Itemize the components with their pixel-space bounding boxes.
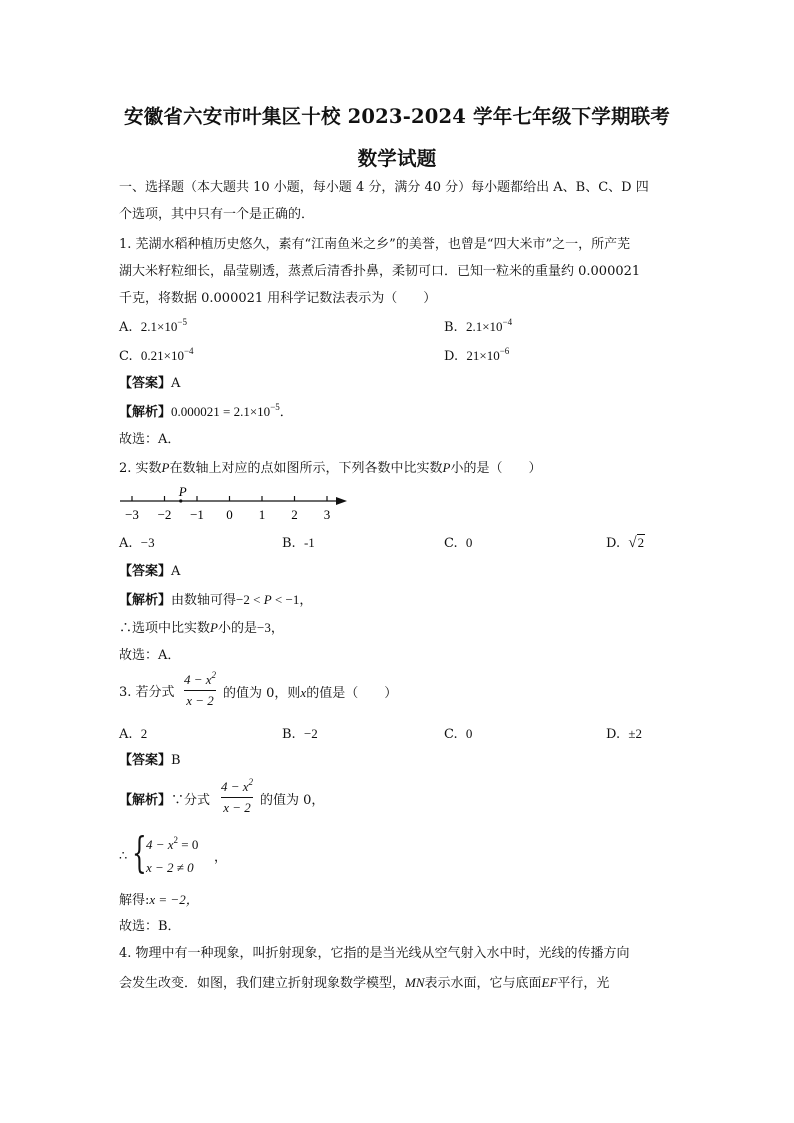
q3-stem-pre: 3. 若分式 [119,685,175,700]
option-exponent: −4 [502,317,513,327]
option-exponent: −5 [177,317,187,327]
number-line-figure [110,484,360,524]
fraction-bar [184,690,216,691]
fraction-numerator: $4 - x^2$ [184,670,217,687]
analysis-text: ∵分式 [171,793,211,808]
analysis-text: 由数轴可得 [171,593,237,608]
stem-text: 会发生改变．如图，我们建立折射现象数学模型， [119,976,406,991]
number-line-tick-label: −1 [190,507,204,522]
number-line-tick-label: −2 [157,507,172,522]
fraction-denominator: x − 2 [186,693,214,708]
q1-option-c [119,346,194,364]
option-letter: A. [119,536,133,551]
answer-label: 【答案】 [119,376,172,391]
q4-stem-line-2 [119,976,609,990]
therefore-text: 小的是 [217,621,257,636]
q1-answer [119,377,180,390]
option-value: −3 [140,535,155,550]
q1-option-a [119,317,187,335]
stem-text: 在数轴上对应的点如图所示，下列各数中比实数 [169,461,443,476]
option-letter: D. [606,536,621,551]
q1-option-d [444,346,510,364]
q3-solve [119,893,199,907]
q3-analysis-post: 的值为 0， [260,793,325,808]
variable-p: P [263,592,272,607]
q3-analysis-pre [119,794,210,807]
number-line-tick-label: 2 [291,507,298,522]
q2-option-a [119,536,155,550]
option-value: 0.21×10 [140,348,184,363]
option-letter: D. [444,349,459,364]
option-value: −2 [303,726,318,741]
option-exponent: −6 [499,346,510,356]
q2-option-b [282,536,315,550]
option-letter: C. [444,727,458,742]
document-subtitle: 数学试题 [357,147,437,170]
answer-value: A [171,564,181,579]
variable-x: x [300,685,307,700]
number-line-tick-label: 3 [323,507,331,522]
fraction-numerator: $4 - x^2$ [221,777,254,794]
option-letter: A. [119,727,133,742]
q2-stem [119,461,541,475]
therefore-icon: ∴ [119,849,128,864]
number-line-tick-label: 1 [258,507,266,522]
option-value: 21×10 [466,348,500,363]
q2-therefore [119,621,284,635]
label-mn: MN [405,975,425,990]
analysis-punctuation: ． [279,405,293,420]
answer-value: B [171,753,181,768]
left-brace-icon: { [132,828,147,877]
stem-text: 表示水面，它与底面 [424,976,542,991]
option-letter: B. [282,727,296,742]
q3-stem-post [223,686,397,700]
option-value: 2 [637,535,645,550]
option-value: -1 [303,535,315,550]
number-line-tick-label: −3 [125,507,139,522]
stem-text: 的值是（ ） [306,686,398,701]
q3-analysis-fraction [221,779,253,816]
option-value: 2 [140,726,148,741]
system-equation-1: $4 - x^2 = 0$ [146,835,199,852]
option-exponent: −4 [183,346,194,356]
analysis-label: 【解析】 [119,405,172,420]
q1-stem-line-1: 1. 芜湖水稻种植历史悠久，素有“江南鱼米之乡”的美誉，也曾是“四大米市”之一，所产芜 [119,237,631,252]
q2-analysis [119,593,312,607]
system-comma: ， [214,850,228,865]
solve-label: 解得: [119,893,150,908]
therefore-text: ∴选项中比实数 [119,621,211,636]
option-value: 0 [465,535,473,550]
section-header-line-1: 一、选择题（本大题共 10 小题，每小题 4 分，满分 40 分）每小题都给出 A、B、C、D 四 [119,180,649,195]
q3-answer [119,754,181,767]
stem-text: 2. 实数 [119,461,162,476]
option-letter: B. [282,536,296,551]
point-p-label: P [178,484,187,499]
stem-text: 小的是（ ） [450,461,542,476]
option-letter: B. [444,320,458,335]
q3-option-d [606,727,642,741]
option-value: 2.1×10 [465,319,503,334]
analysis-exponent: −5 [270,402,280,412]
q3-fraction [184,672,216,709]
number-line-tick-label: 0 [226,507,233,522]
q1-stem-line-3: 千克，将数据 0.000021 用科学记数法表示为（ ） [119,291,437,306]
option-value: 2.1×10 [140,319,178,334]
option-letter: C. [119,349,133,364]
q3-conclusion: 故选：B． [119,919,181,934]
variable-p: P [161,460,170,475]
option-letter: A. [119,320,133,335]
sqrt-sign-icon: √ [628,535,637,551]
q1-option-b [444,317,513,335]
solve-expression: x = −2， [149,892,199,907]
point-p-marker [179,499,182,502]
q2-conclusion: 故选：A． [119,648,181,663]
q2-option-d [606,536,645,551]
document-title: 安徽省六安市叶集区十校 2023-2024 学年七年级下学期联考 [123,105,671,128]
q3-option-a [119,727,147,741]
answer-label: 【答案】 [119,564,172,579]
variable-p: P [442,460,451,475]
answer-value: A [171,376,181,391]
analysis-expression: −2 < [236,592,264,607]
q1-stem-line-2: 湖大米籽粒细长，晶莹剔透，蒸煮后清香扑鼻，柔韧可口．已知一粒米的重量约 0.000021 [119,264,641,279]
section-header-line-2: 个选项，其中只有一个是正确的． [119,207,315,222]
option-letter: D. [606,727,621,742]
label-ef: EF [541,975,558,990]
system-equation-2: x − 2 ≠ 0 [146,860,194,875]
q1-analysis [119,402,293,420]
arrow-head-icon [336,497,347,505]
option-letter: C. [444,536,458,551]
fraction-denominator: x − 2 [223,800,251,815]
answer-label: 【答案】 [119,753,172,768]
q2-option-c [444,536,472,550]
stem-text: 的值为 0，则 [223,686,301,701]
analysis-label: 【解析】 [119,593,172,608]
fraction-bar [221,797,253,798]
analysis-expression: < −1， [271,592,313,607]
therefore-value: −3， [256,620,284,635]
option-value: 0 [465,726,473,741]
q3-option-c [444,727,472,741]
stem-text: 平行，光 [557,976,610,991]
option-value: ±2 [628,726,642,741]
q4-stem-line-1: 4. 物理中有一种现象，叫折射现象，它指的是当光线从空气射入水中时，光线的传播方向 [119,946,630,961]
analysis-expression: 0.000021 = 2.1×10 [171,404,271,419]
analysis-label: 【解析】 [119,793,172,808]
q3-option-b [282,727,318,741]
q1-conclusion: 故选：A． [119,432,181,447]
variable-p: P [210,620,218,635]
q2-answer [119,565,180,578]
